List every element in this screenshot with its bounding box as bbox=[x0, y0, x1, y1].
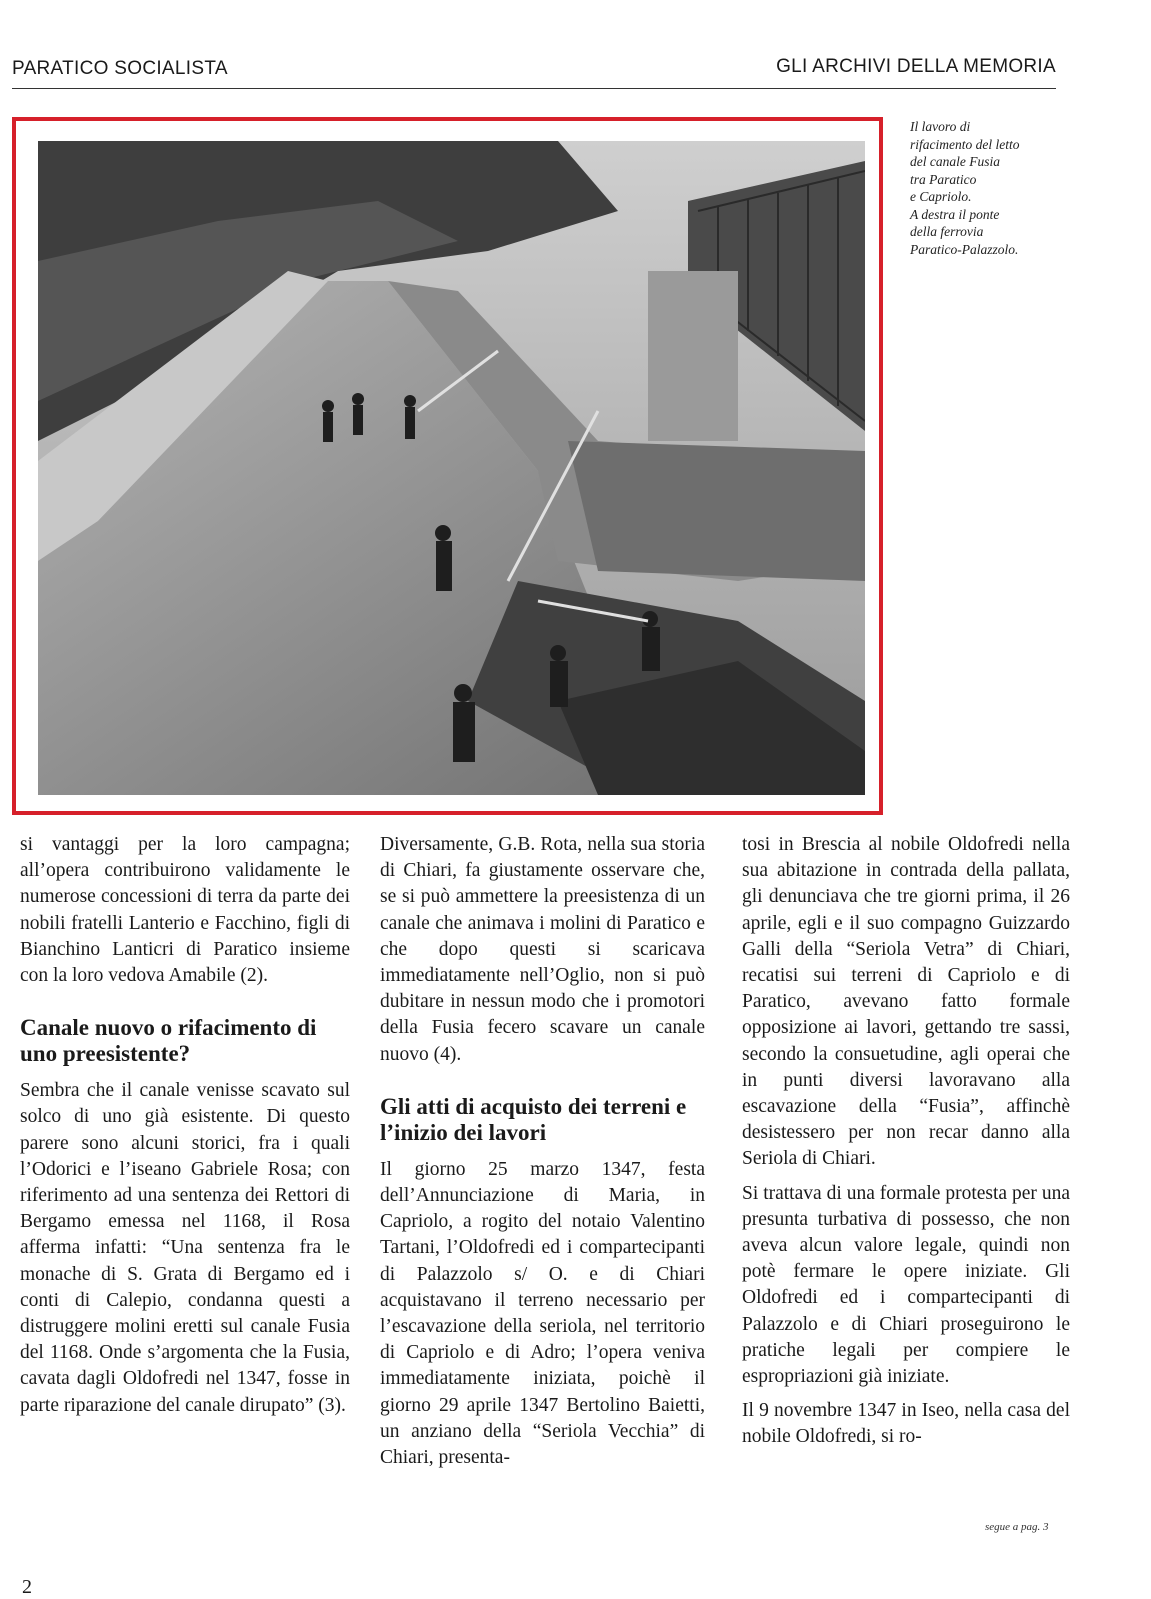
canal-photo bbox=[38, 141, 865, 795]
photo-caption bbox=[910, 118, 1075, 258]
paragraph: Il 9 novembre 1347 in Iseo, nella casa del nobile Oldofredi, si ro- bbox=[742, 1400, 1070, 1448]
paragraph: tosi in Brescia al nobile Oldofredi nella sua abitazione in contrada della pallata, gli denunciava che tre giorni prima, il 26 aprile, egli e il suo compagno Guizzardo Galli della “Seriola Vetra” di Chiari, recatisi sui terreni di Capriolo e di Paratico, avevano fatto formale opposizione ai lavori, gettando tre sassi, secondo la consuetudine, agli operai che in punti diversi lavoravano alla escavazione della “Fusia”, affinchè desistessero per non recar danno alla Seriola di Chiari. bbox=[742, 834, 1070, 1170]
text-column-2 bbox=[380, 832, 705, 1479]
caption-line: del canale Fusia bbox=[910, 154, 1000, 169]
canal-photo-icon bbox=[38, 141, 865, 795]
continued-note: segue a pag. 3 bbox=[985, 1521, 1049, 1533]
text-column-3 bbox=[742, 832, 1070, 1459]
publication-title: PARATICO SOCIALISTA bbox=[12, 58, 228, 79]
caption-line: A destra il ponte bbox=[910, 206, 1000, 222]
section-heading: Canale nuovo o rifacimento di uno preesistente? bbox=[20, 1015, 317, 1067]
caption-line: della ferrovia bbox=[910, 224, 984, 239]
caption-line: Il lavoro di bbox=[910, 119, 971, 134]
caption-line: Paratico-Palazzolo. bbox=[910, 241, 1019, 257]
caption-line: rifacimento del letto bbox=[910, 136, 1020, 152]
caption-line: tra Paratico bbox=[910, 171, 977, 187]
paragraph: Il giorno 25 marzo 1347, festa dell’Annunciazione di Maria, in Capriolo, a rogito del notaio Valentino Tartani, l’Oldofredi ed i compartecipanti di Palazzolo s/ O. e di Chiari acquistavano il terreno necessario per l’escavazione della seriola, nel territorio di Capriolo e di Adro; l’opera veniva immediatamente iniziata, poichè il giorno 29 aprile 1347 Bertolino Baietti, un anziano della “Seriola Vecchia” di Chiari, presenta- bbox=[380, 1158, 705, 1469]
section-heading: Gli atti di acquisto dei terreni e l’inizio dei lavori bbox=[380, 1093, 687, 1145]
caption-line: e Capriolo. bbox=[910, 189, 972, 204]
page-number: 2 bbox=[22, 1576, 32, 1598]
section-title: GLI ARCHIVI DELLA MEMORIA bbox=[776, 56, 1056, 77]
photo-frame bbox=[12, 117, 883, 815]
paragraph: Si trattava di una formale protesta per una presunta turbativa di possesso, che non aveva alcun valore legale, quindi non potè fermare le opere iniziate. Gli Oldofredi ed i compartecipanti di Palazzolo e di Chiari proseguirono le pratiche legali per compiere le espropriazioni già iniziate. bbox=[742, 1182, 1070, 1388]
paragraph: Diversamente, G.B. Rota, nella sua storia di Chiari, fa giustamente osservare che, se si può ammettere la preesistenza di un canale che animava i molini di Paratico e che dopo questi si scaricava immediatamente nell’Oglio, non si può dubitare in nessun modo che i promotori della Fusia fecero scavare un canale nuovo (4). bbox=[380, 834, 705, 1065]
page-header bbox=[12, 52, 1056, 89]
text-column-1 bbox=[20, 832, 350, 1427]
paragraph: si vantaggi per la loro campagna; all’opera contribuirono validamente le numerose concessioni di terra da parte dei nobili fratelli Lanterio e Facchino, figli di Bianchino Lanticri di Paratico insieme con la loro vedova Amabile (2). bbox=[20, 834, 350, 987]
paragraph: Sembra che il canale venisse scavato sul solco di uno già esistente. Di questo parere sono alcuni storici, fra i quali l’Odorici e l’iseano Gabriele Rosa; con riferimento ad una sentenza dei Rettori di Bergamo emessa nel 1168, il Rosa afferma infatti: “Una sentenza fra le monache di S. Grata di Bergamo ed i conti di Calepio, condanna questi a distruggere molini eretti sul canale Fusia del 1168. Onde s’argomenta che la Fusia, cavata dagli Oldofredi nel 1347, fosse in parte riparazione del canale dirupato” (3). bbox=[20, 1080, 350, 1416]
